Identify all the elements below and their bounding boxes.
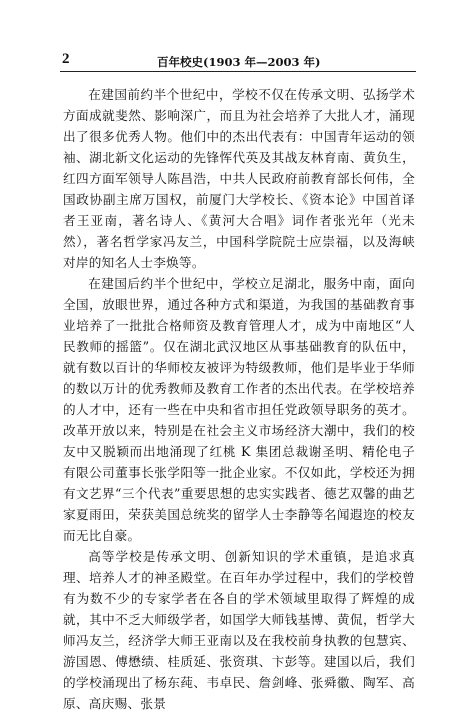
- header-rule: [60, 71, 416, 72]
- paragraph: 高等学校是传承文明、创新知识的学术重镇，是追求真理、培养人才的神圣殿堂。在百年办学过程中，我们的学校曾有为数不少的专家学者在各自的学术领域里取得了辉煌的成就，其中不乏大师级学者，如国学大师钱基博、黄侃，哲学大师冯友兰，经济学大师王亚南以及在我校前身执教的包慧宾、游国恩、傅懋绩、桂质延、张资琪、卞彭等。建国以后，我们的学校涌现出了杨东莼、韦卓民、詹剑峰、张舜徽、陶军、高原、高庆赐、张景: [63, 549, 415, 711]
- body-text: [63, 84, 415, 714]
- paragraph: 在建国前约半个世纪中，学校不仅在传承文明、弘扬学术方面成就斐然、影响深广，而且为社会培养了大批人才，涌现出了很多优秀人物。他们中的杰出代表有：中国青年运动的领袖、湖北新文化运动的先锋恽代英及其战友林育南、黄负生，红四方面军领导人陈昌浩，中共人民政府前教育部长何伟，全国政协副主席万国权，前厦门大学校长、《资本论》中国首译者王亚南，著名诗人、《黄河大合唱》词作者张光年（光未然），著名哲学家冯友兰，中国科学院院士应崇福，以及海峡对岸的知名人士李焕等。: [63, 87, 415, 270]
- running-title: 百年校史(1903 年—2003 年): [157, 55, 321, 69]
- page-number: 2: [62, 51, 70, 67]
- paragraph: 在建国后约半个世纪中，学校立足湖北，服务中南，面向全国，放眼世界，通过各种方式和渠道，为我国的基础教育事业培养了一批批合格师资及教育管理人才，成为中南地区“人民教师的摇篮”。仅在湖北武汉地区从事基础教育的队伍中，就有数以百计的华师校友被评为特级教师，他们是毕业于华师的数以万计的优秀教师及教育工作者的杰出代表。在学校培养的人才中，还有一些在中央和省市担任党政领导职务的英才。改革开放以来，特别是在社会主义市场经济大潮中，我们的校友中又脱颖而出地涌现了红桃 K 集团总裁谢圣明、精伦电子有限公司董事长张学阳等一批企业家。不仅如此，学校还为拥有文艺界“三个代表”重要思想的忠实实践者、德艺双馨的曲艺家夏雨田，荣获美国总统奖的留学人士李静等名闻遐迩的校友而无比自豪。: [63, 276, 415, 543]
- page-header: [62, 51, 412, 71]
